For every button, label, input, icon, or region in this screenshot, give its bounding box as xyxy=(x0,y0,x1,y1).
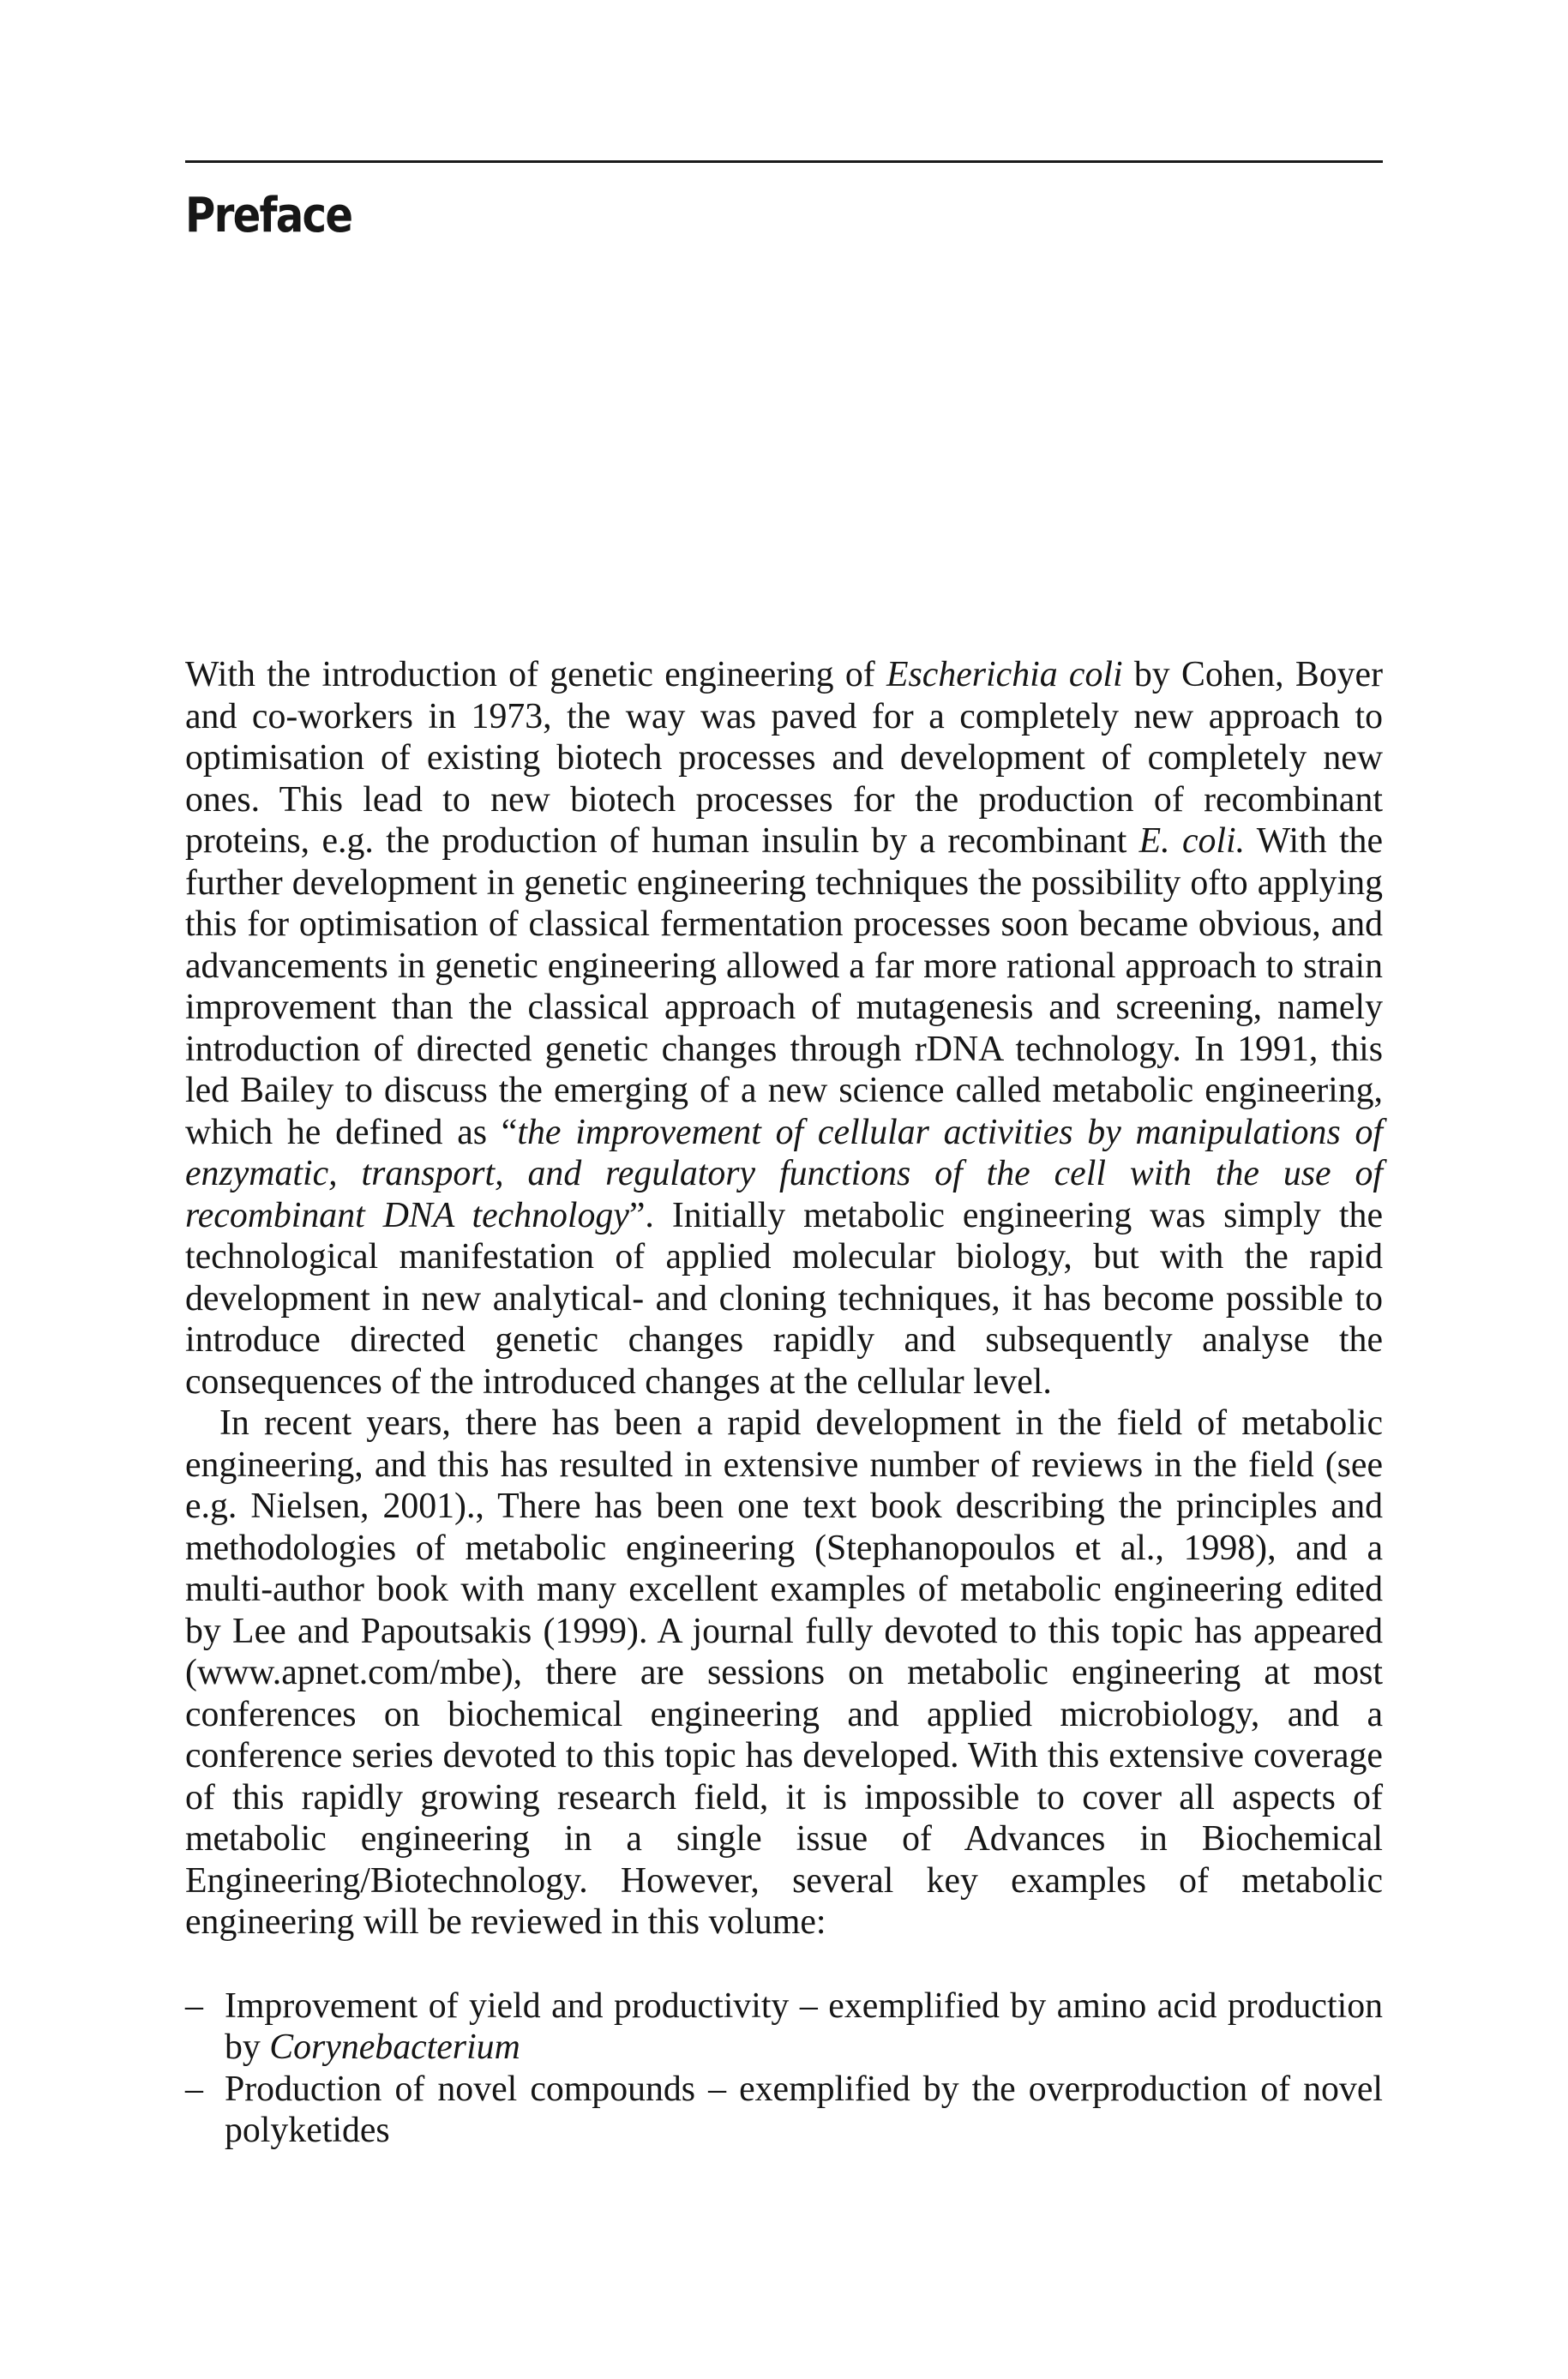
bullet-dash: – xyxy=(185,1986,203,2026)
bullet-dash: – xyxy=(185,2069,203,2109)
species-name-escherichia-coli: Escherichia coli xyxy=(886,655,1123,694)
top-rule xyxy=(185,160,1383,163)
list-item-text: Improvement of yield and productivity – exemplified by amino acid production by xyxy=(225,1986,1383,2067)
paragraph-1-text-a: With the introduction of genetic engineering of xyxy=(185,655,886,694)
paragraph-1-text-d: ”. Initially metabolic engineering was simply the technological manifestation of applied molecular biology, but with the rapid development in new analytical- and cloning techniques, it has become possible to introduce directed genetic changes rapidly and subsequently analyse the consequences of the introduced changes at the cellular level. xyxy=(185,1195,1383,1402)
paragraph-1-text-b: by Cohen, Boyer and co-workers in 1973, the way was paved for a completely new approach to optimisation of existing biotech processes and development of completely new ones. This lead to new biotech processes for the production of recombinant proteins, e.g. the production of human insulin by a recombinant xyxy=(185,655,1384,861)
bullet-list xyxy=(185,1986,1383,2152)
species-name-corynebacterium: Corynebacterium xyxy=(269,2028,520,2067)
body-text xyxy=(185,654,1383,2152)
chapter-heading: Preface xyxy=(185,188,352,243)
species-name-e-coli: E. coli. xyxy=(1138,821,1246,861)
definition-quote: the improvement of cellular activities by manipulations of enzymatic, transport, and regulatory functions of the cell with the use of recombinant DNA technology xyxy=(185,1112,1383,1235)
list-item-text: Production of novel compounds – exemplified by the overproduction of novel polyketides xyxy=(225,2069,1383,2150)
paragraph-1-text-c: With the further development in genetic engineering techniques the possibility ofto applying this for optimisation of classical fermentation processes soon became obvious, and advancements in genetic engineering allowed a far more rational approach to strain improvement than the classical approach of mutagenesis and screening, namely introduction of directed genetic changes through rDNA technology. In 1991, this led Bailey to discuss the emerging of a new science called metabolic engineering, which he defined as “ xyxy=(185,821,1384,1152)
list-item xyxy=(185,1986,1383,2069)
paragraph-2: In recent years, there has been a rapid development in the field of metabolic engineering, and this has resulted in extensive number of reviews in the field (see e.g. Nielsen, 2001)., There has been one text book describing the principles and methodologies of metabolic engineering (Stephanopoulos et al., 1998), and a multi-author book with many excellent examples of metabolic engineering edited by Lee and Papoutsakis (1999). A journal fully devoted to this topic has appeared (www.apnet.com/mbe), there are sessions on metabolic engineering at most conferences on biochemical engineering and applied microbiology, and a conference series devoted to this topic has developed. With this extensive coverage of this rapidly growing research field, it is impossible to cover all aspects of metabolic engineering in a single issue of Advances in Biochemical Engineering/Biotechnology. However, several key examples of metabolic engineering will be reviewed in this volume: xyxy=(185,1403,1383,1942)
paragraph-1 xyxy=(185,654,1383,1403)
list-item xyxy=(185,2069,1383,2152)
